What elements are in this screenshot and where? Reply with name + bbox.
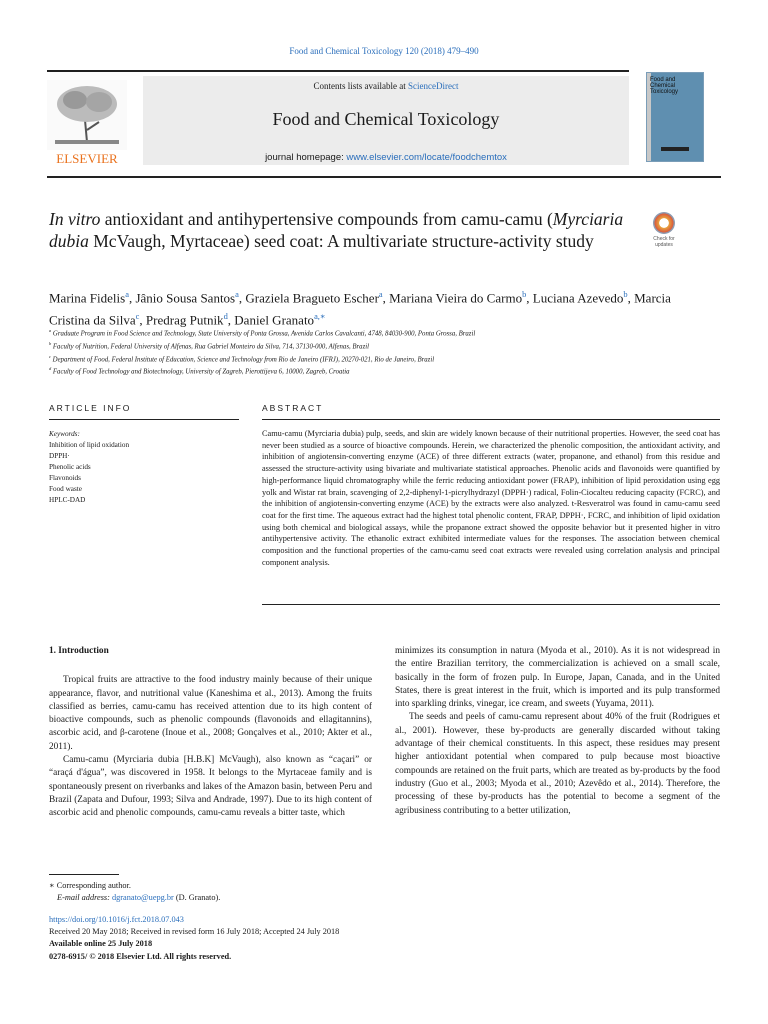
author-affiliation-link[interactable]: b: [623, 289, 628, 299]
homepage-link[interactable]: www.elsevier.com/locate/foodchemtox: [346, 152, 507, 163]
author-list: Marina Fidelis$^a$, Jânio Sousa Santos$^a$, Graziela Bragueto Escher$^a$, Mariana Vieira do Carmo$^b$, Luciana Azevedo$^b$, Marcia Cristina da Silva$^c$, Predrag Putnik$^d$, Daniel Granato$^{a,∗}$: [49, 289, 671, 328]
author-name[interactable]: Marcia Cristina da Silva: [49, 290, 671, 328]
keywords-block: [49, 429, 219, 506]
footnote: [49, 880, 469, 904]
article-title: In vitro antioxidant and antihypertensive compounds from camu-camu (Myrciaria dubia McVaugh, Myrtaceae) seed coat: A multivariate structure-activity study: [49, 209, 624, 251]
affiliation: $^d$ Faculty of Food Technology and Biotechnology, University of Zagreb, Pierottijeva 6, 10000, Zagreb, Croatia: [49, 366, 350, 376]
paragraph: Camu-camu (Myrciaria dubia [H.B.K] McVaugh), also known as “caçari” or “araçá d'água”, was discovered in 1958. It belongs to the Myrtaceae family and is spontaneously present on riverbanks and lakes of the Amazon basin, between Peru and Brazil (Zapata and Dufour, 1993; Silva and Andrade, 1997). Due to its high content of ascorbic acid and phenolic compounds, camu-camu reveals a bitter taste, which: [49, 755, 372, 819]
keyword: Phenolic acids: [49, 463, 91, 471]
author-name[interactable]: Marina Fidelis: [49, 290, 126, 306]
affiliation: $^c$ Department of Food, Federal Institute of Education, Science and Technology from Rio de Janeiro (IFRJ), 20270-021, Rio de Janeiro, Brazil: [49, 353, 435, 363]
doi-link[interactable]: https://doi.org/10.1016/j.fct.2018.07.043: [49, 915, 184, 924]
author-name[interactable]: Mariana Vieira do Carmo: [389, 290, 523, 306]
author-affiliation-link[interactable]: c: [135, 311, 140, 322]
article-history: [49, 914, 549, 963]
body-column-right: [395, 645, 720, 818]
keyword: Inhibition of lipid oxidation: [49, 441, 130, 449]
abstract-bottom-rule: [262, 604, 720, 605]
abstract-text: Camu-camu (Myrciaria dubia) pulp, seeds, and skin are widely known because of their nutritional properties. However, the seed coat has never been studied as a source of bioactive compounds. Herein, we characterized the phenolic composition, the antioxidant activity, and inhibition of angiotensin-converting enzyme (ACE) of three different extracts (water, propanone, and ethanol) from this residue and assessed the structure-activity using bivariate and multivariate statistical approaches. Phenolic acids and flavonoids were quantified by high-performance liquid chromatography while the ferric reducing antioxidant power (FRAP), inhibition of lipid peroxidation using egg yolk and Wistar rat brain, scavenging of 2,2-diphenyl-1-picrylhydrazyl (DPPH·) radical, Folin-Ciocalteu reducing capacity (FCRC), and the inhibition of angiotensin-converting enzyme (ACE) by the extracts were also analyzed. t-Resveratrol was found in camu-camu seed coat for the first time. The aqueous extract had the highest total phenolic content, FRAP, DPPH·, FCRC, and inhibition of lipid oxidation using both chemical and biological assays, while the propanone extract showed the opposite behavior but it presented higher in vitro antihypertensive activity. The ethanolic extract exhibited intermediate values for the responses. The association between chemical composition and the functional properties of the camu-camu seed coat extracts were revealed using correlation analysis and principal component analysis.: [262, 429, 720, 567]
check-updates-icon: [653, 212, 675, 234]
svg-text:ELSEVIER: ELSEVIER: [56, 151, 118, 166]
elsevier-logo: [47, 80, 127, 166]
paragraph: minimizes its consumption in natura (Myoda et al., 2010). As it is not widespread in the entire Brazilian territory, the commercialization is achieved on a small scale, basically in the form of frozen pulp. In Europe, Japan, Canada, and in the United States, there is great interest in the fruit, which is imported and its pulp transformed into sparkling drinks, vinegar, ice cream, and sweets (Yuyama, 2011).: [395, 646, 720, 710]
check-for-updates-button[interactable]: [648, 212, 680, 252]
received-dates: Received 20 May 2018; Received in revised form 16 July 2018; Accepted 24 July 2018: [49, 927, 340, 937]
author-affiliation-link[interactable]: a: [125, 289, 129, 299]
abstract-rule: [262, 419, 720, 420]
email-line: E-mail address: dgranato@uepg.br (D. Granato).: [57, 893, 221, 902]
sciencedirect-link[interactable]: ScienceDirect: [408, 81, 459, 91]
keyword: Flavonoids: [49, 474, 81, 482]
footnote-rule: [49, 874, 119, 875]
author-affiliation-link[interactable]: a,∗: [314, 311, 326, 322]
email-link[interactable]: dgranato@uepg.br: [112, 893, 174, 902]
online-date: Available online 25 July 2018: [49, 939, 153, 949]
journal-title: Food and Chemical Toxicology: [272, 109, 500, 129]
journal-header-box: [143, 76, 629, 165]
keyword: HPLC-DAD: [49, 496, 86, 504]
keywords-label: Keywords:: [49, 430, 80, 438]
author-affiliation-link[interactable]: a: [378, 289, 383, 299]
contents-line: Contents lists available at ScienceDirect: [313, 81, 459, 91]
header-rule: [47, 176, 721, 178]
cover-title: Food and Chemical Toxicology: [650, 77, 679, 95]
check-updates-label: Check for updates: [653, 236, 675, 248]
journal-cover-thumbnail[interactable]: [646, 72, 704, 162]
author-affiliation-link[interactable]: b: [522, 289, 527, 299]
cover-badge: [661, 147, 689, 151]
section-heading: 1. Introduction: [49, 646, 109, 656]
author-affiliation-link[interactable]: a: [235, 289, 239, 299]
author-name[interactable]: Graziela Bragueto Escher: [245, 290, 379, 306]
paragraph: The seeds and peels of camu-camu represent about 40% of the fruit (Rodrigues et al., 2001). However, these by-products are generally discarded without taking advantage of their chemical constituents. In this aspect, these residues may present higher antioxidant potential when compared to pulp because most bioactive compounds are retained on the fruit parts, which are treated as by-products by the food industry (Guo et al., 2003; Myoda et al., 2010; Azevêdo et al., 2014). Therefore, the processing of these by-products has the potential to become a segment of the agribusiness contributing to a better utilization,: [395, 712, 720, 816]
article-info-heading: ARTICLE INFO: [49, 403, 132, 413]
journal-banner: [47, 70, 629, 167]
author-name[interactable]: Jânio Sousa Santos: [135, 290, 236, 306]
author-name[interactable]: Luciana Azevedo: [532, 290, 624, 306]
author-name[interactable]: Daniel Granato: [234, 312, 315, 328]
copyright: 0278-6915/ © 2018 Elsevier Ltd. All rights reserved.: [49, 951, 232, 961]
journal-homepage: journal homepage: www.elsevier.com/locate/foodchemtox: [265, 152, 507, 163]
article-info-rule: [49, 419, 239, 420]
paragraph: Tropical fruits are attractive to the food industry mainly because of their unique appearance, flavor, and nutritional value (Kaneshima et al., 2013). Among the fruits classified as berries, camu-camu has received attention due to its high content of bioactive compounds, such as phenolic compounds (flavonoids and ellagitannins), ascorbic acid, and β-carotene (Inoue et al., 2008; Gonçalves et al., 2010; Akter et al., 2011).: [49, 675, 372, 752]
body-column-left: [49, 645, 372, 821]
keyword: Food waste: [49, 485, 82, 493]
affiliation: $^b$ Faculty of Nutrition, Federal University of Alfenas, Rua Gabriel Monteiro da Silva, 714, 37130-000, Alfenas, Brazil: [49, 340, 369, 351]
journal-reference[interactable]: Food and Chemical Toxicology 120 (2018) 479–490: [289, 46, 479, 56]
author-affiliation-link[interactable]: d: [223, 311, 228, 322]
keyword: DPPH·: [49, 452, 70, 460]
affiliation: $^a$ Graduate Program in Food Science and Technology, State University of Ponta Grossa, Avenida Carlos Cavalcanti, 4748, 84030-900, Ponta Grossa, Brazil: [49, 328, 476, 338]
abstract-heading: ABSTRACT: [262, 403, 324, 413]
affiliation-list: [49, 326, 669, 377]
corresponding-author-note: ∗ Corresponding author.: [49, 881, 131, 890]
author-name[interactable]: Predrag Putnik: [145, 312, 224, 328]
